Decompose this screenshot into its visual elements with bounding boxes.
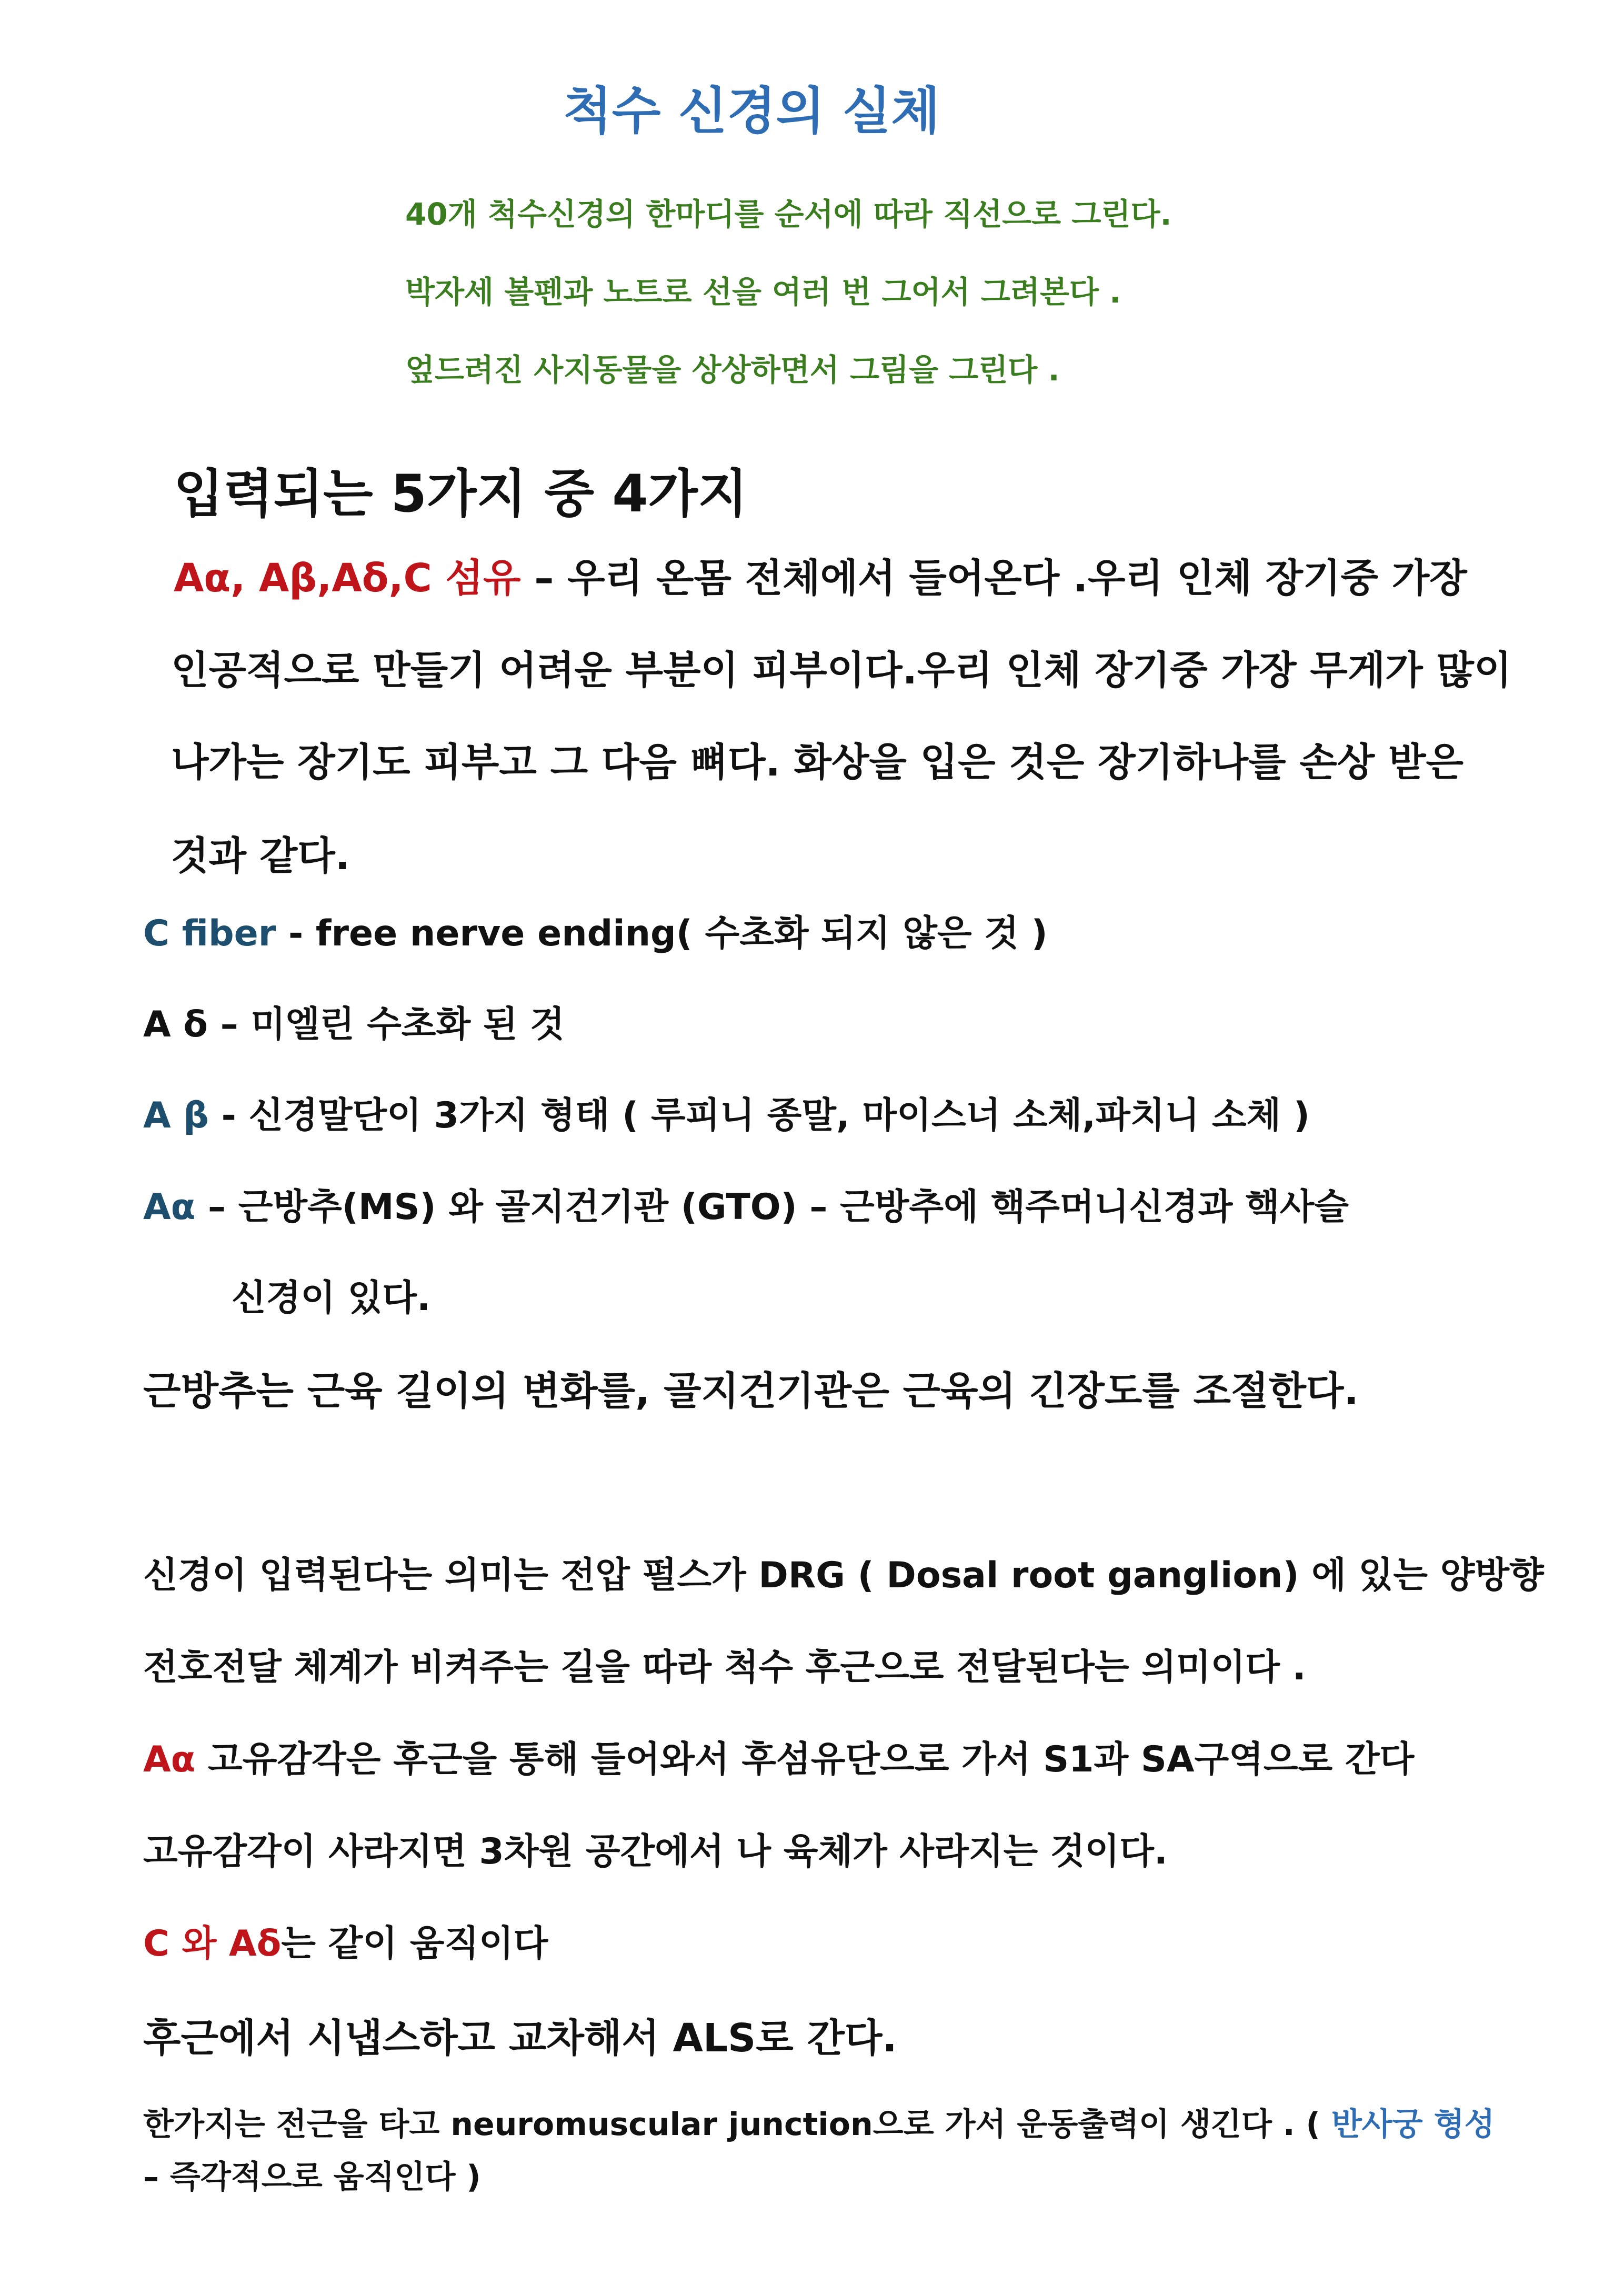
fibers-intro-cont-2: 나가는 장기도 피부고 그 다음 뼈다. 화상을 입은 것은 장기하나를 손상 받은 xyxy=(171,740,1464,785)
fiber-abeta-text: - 신경말단이 3가지 형태 ( 루피니 종말, 마이스너 소체,파치니 소체 ) xyxy=(208,1095,1310,1136)
fibers-label: Aα, Aβ,Aδ,C 섬유 xyxy=(174,556,521,601)
als-line: 후근에서 시냅스하고 교차해서 ALS로 간다. xyxy=(143,2016,897,2061)
input-meaning-line-2: 전호전달 체계가 비켜주는 길을 따라 척수 후근으로 전달된다는 의미이다 . xyxy=(143,1647,1306,1688)
final-text: 한가지는 전근을 타고 neuromuscular junction으로 가서 운동출력이 생긴다 . ( xyxy=(143,2106,1331,2143)
spindle-line: 근방추는 근육 길이의 변화를, 골지건기관은 근육의 긴장도를 조절한다. xyxy=(143,1368,1359,1414)
intro-line-3: 엎드려진 사지동물을 상상하면서 그림을 그린다 . xyxy=(405,352,1060,388)
fiber-abeta-line xyxy=(143,1087,1310,1138)
fiber-c-line xyxy=(143,905,1048,956)
c-adelta-line xyxy=(143,1915,548,1966)
final-line xyxy=(143,2099,1495,2144)
input-meaning-line-1: 신경이 입력된다는 의미는 전압 펄스가 DRG ( Dosal root ganglion) 에 있는 양방향 xyxy=(143,1555,1544,1596)
fiber-aalpha-line xyxy=(143,1179,1349,1230)
fiber-aalpha-text: – 근방추(MS) 와 골지건기관 (GTO) – 근방추에 핵주머니신경과 핵사슬 xyxy=(195,1186,1349,1228)
fiber-adelta-text: – 미엘린 수초화 된 것 xyxy=(208,1004,565,1045)
final-line-2: – 즉각적으로 움직인다 ) xyxy=(143,2159,481,2196)
proprio-label: Aα xyxy=(143,1739,196,1780)
fiber-adelta-label: A δ xyxy=(143,1004,208,1045)
page-title: 척수 신경의 실체 xyxy=(563,82,940,140)
fiber-c-text: - free nerve ending( 수초화 되지 않은 것 ) xyxy=(276,913,1048,954)
fibers-intro-line xyxy=(174,547,1467,603)
proprio-line-2: 고유감각이 사라지면 3차원 공간에서 나 육체가 사라지는 것이다. xyxy=(143,1831,1168,1872)
proprio-line xyxy=(143,1731,1414,1782)
fiber-aalpha-label: Aα xyxy=(143,1186,196,1228)
final-highlight: 반사궁 형성 xyxy=(1331,2106,1495,2143)
c-adelta-label: C 와 Aδ xyxy=(143,1923,282,1965)
proprio-text: 고유감각은 후근을 통해 들어와서 후섬유단으로 가서 S1과 SA구역으로 간다 xyxy=(195,1739,1415,1780)
section-heading: 입력되는 5가지 중 4가지 xyxy=(174,464,748,524)
intro-line-2: 박자세 볼펜과 노트로 선을 여러 번 그어서 그려본다 . xyxy=(405,274,1121,310)
intro-line-1: 40개 척수신경의 한마디를 순서에 따라 직선으로 그린다. xyxy=(405,196,1172,232)
fiber-adelta-line xyxy=(143,996,565,1047)
fiber-abeta-label: A β xyxy=(143,1095,209,1136)
fibers-intro-cont-1: 인공적으로 만들기 어려운 부분이 피부이다.우리 인체 장기중 가장 무게가 많이 xyxy=(171,648,1512,693)
fibers-intro-cont-3: 것과 같다. xyxy=(171,833,350,879)
c-adelta-text: 는 같이 움직이다 xyxy=(281,1923,548,1965)
fiber-c-label: C fiber xyxy=(143,913,276,954)
fibers-intro-text: – 우리 온몸 전체에서 들어온다 .우리 인체 장기중 가장 xyxy=(520,556,1467,601)
fiber-aalpha-cont: 신경이 있다. xyxy=(232,1277,430,1319)
